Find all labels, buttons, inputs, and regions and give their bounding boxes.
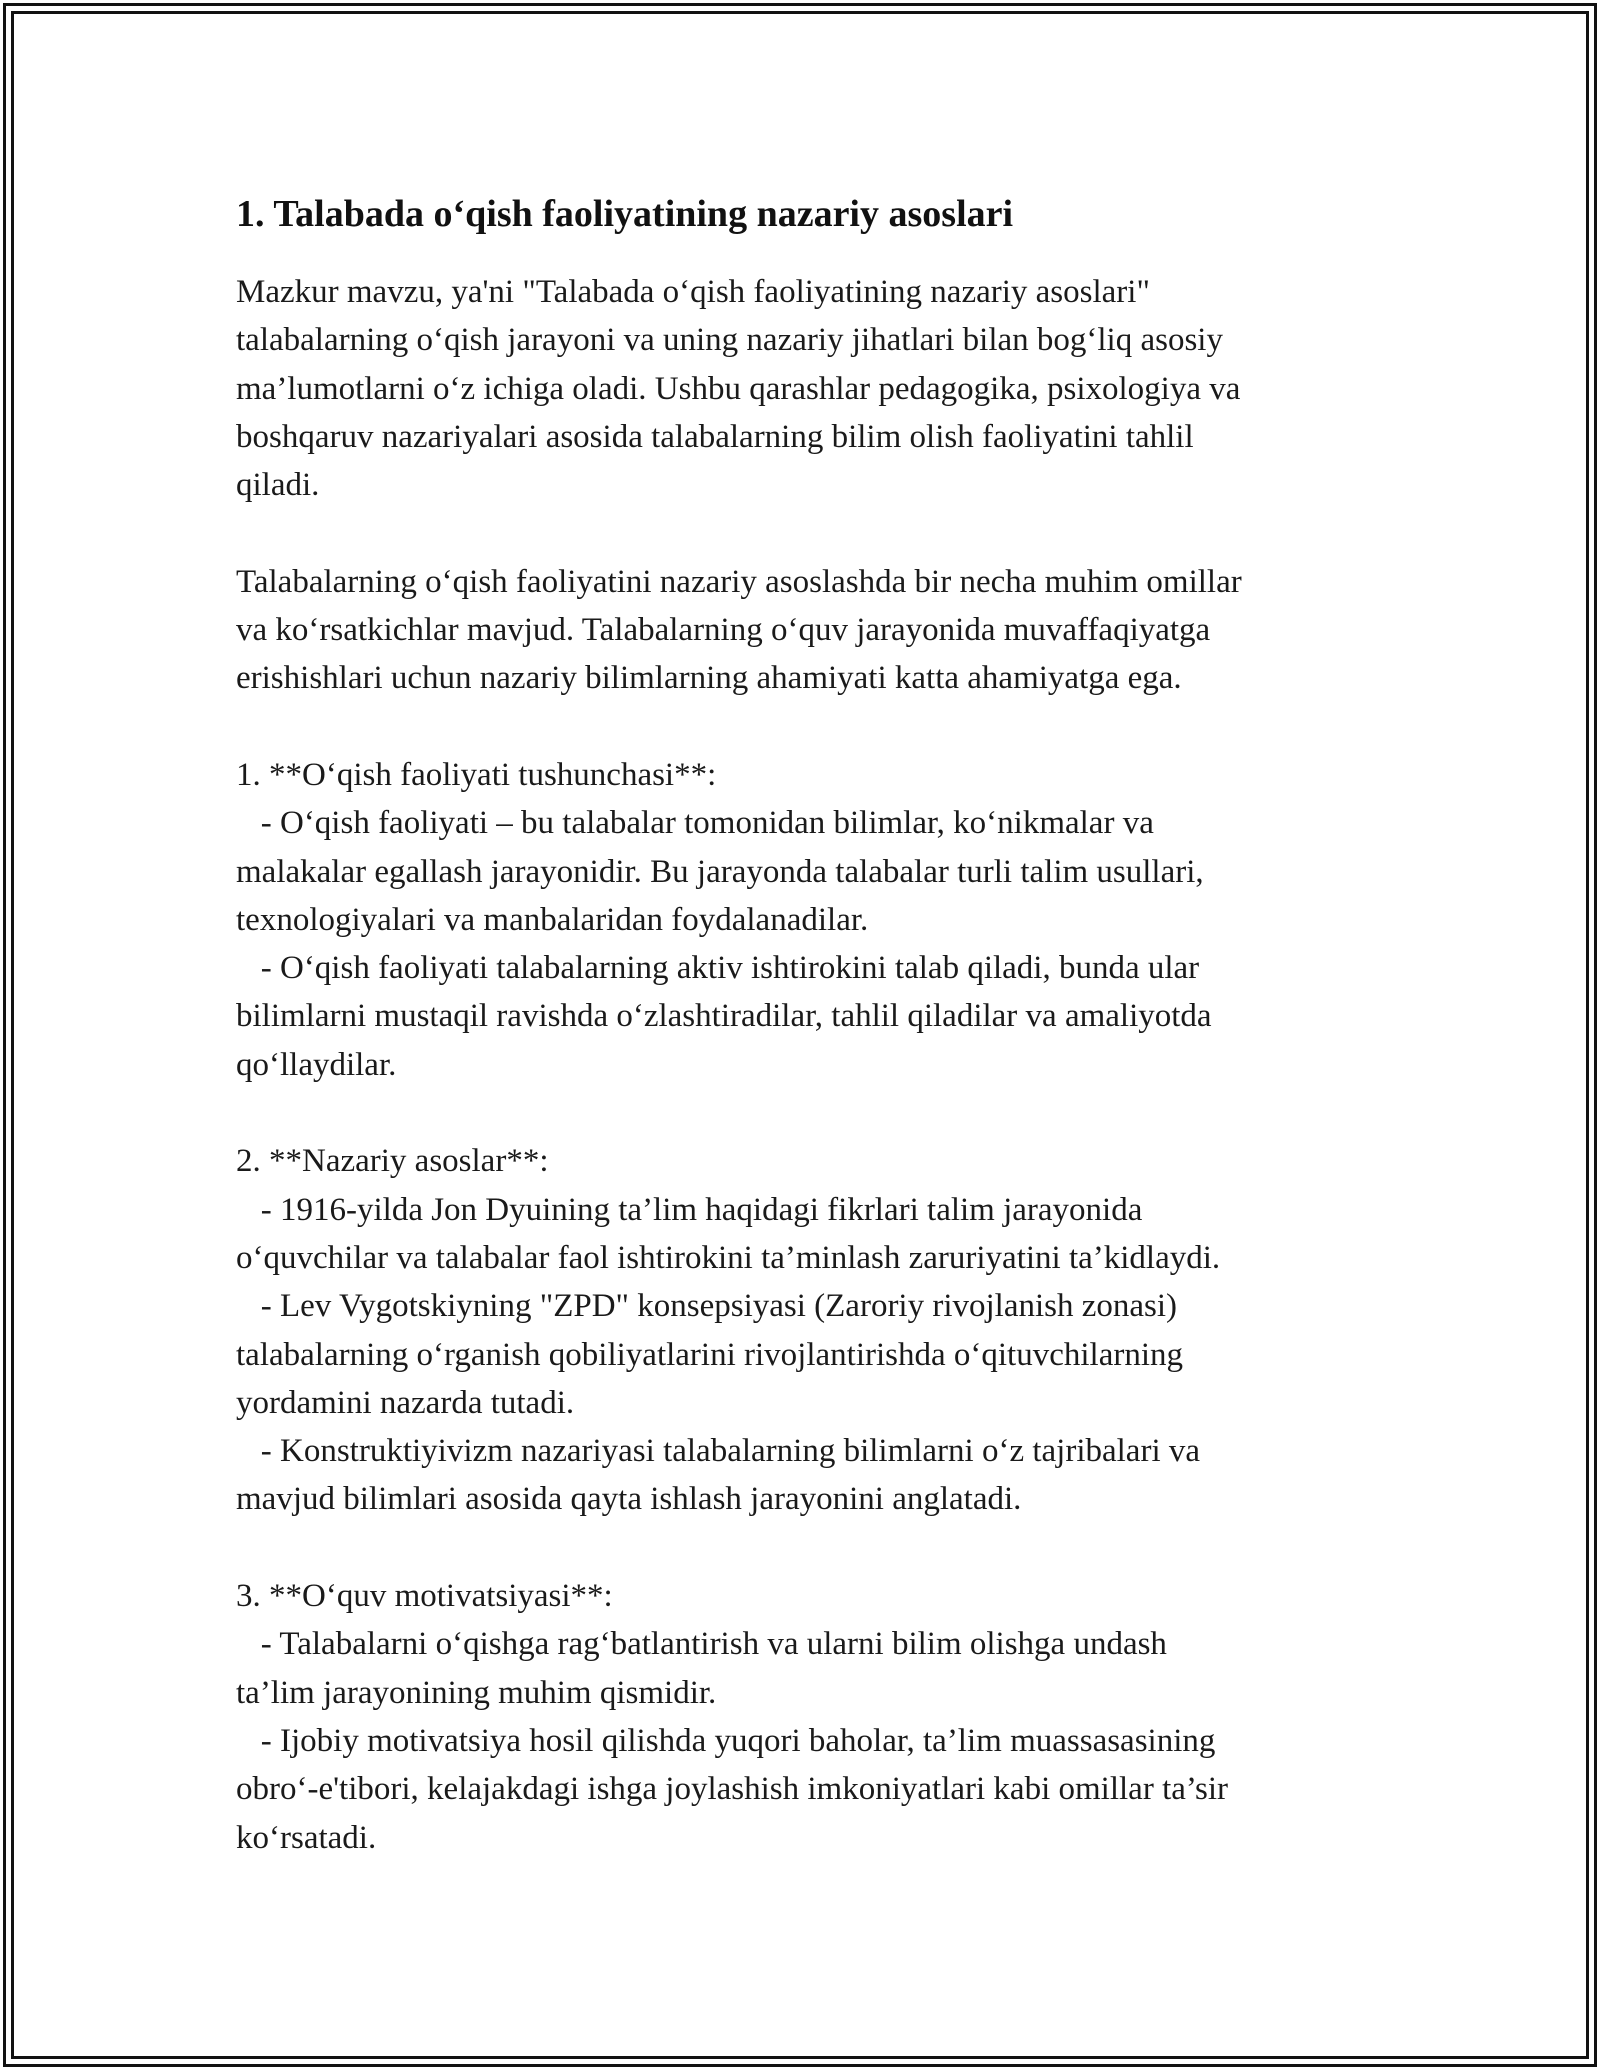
document-title: 1. Talabada o‘qish faoliyatining nazariy asoslari [236,193,1014,235]
document-body: Mazkur mavzu, ya'ni "Talabada o‘qish faoliyatining nazariy asoslari" talabalarning o‘qish jarayoni va uning nazariy jihatlari bilan bog‘liq asosiy ma’lumotlarni o‘z ichiga oladi. Ushbu qarashlar pedagogika, psixologiya va boshqaruv nazariyalari asosida talabalarning bilim olish faoliyatini tahlil qiladi. Talabalarning o‘qish faoliyatini nazariy asoslashda bir necha muhim omillar va ko‘rsatkichlar mavjud. Talabalarning o‘quv jarayonida muvaffaqiyatga erishishlari uchun nazariy bilimlarning ahamiyati katta ahamiyatga ega. 1. **O‘qish faoliyati tushunchasi**: - O‘qish faoliyati – bu talabalar tomonidan bilimlar, ko‘nikmalar va malakalar egallash jarayonidir. Bu jarayonda talabalar turli talim usullari, texnologiyalari va manbalaridan foydalanadilar. - O‘qish faoliyati talabalarning aktiv ishtirokini talab qiladi, bunda ular bilimlarni mustaqil ravishda o‘zlashtiradilar, tahlil qiladilar va amaliyotda qo‘llaydilar. 2. **Nazariy asoslar**: - 1916-yilda Jon Dyuining ta’lim haqidagi fikrlari talim jarayonida o‘quvchilar va talabalar faol ishtirokini ta’minlash zaruriyatini ta’kidlaydi. - Lev Vygotskiyning "ZPD" konsepsiyasi (Zaroriy rivojlanish zonasi) talabalarning o‘rganish qobiliyatlarini rivojlantirishda o‘qituvchilarning yordamini nazarda tutadi. - Konstruktiyivizm nazariyasi talabalarning bilimlarni o‘z tajribalari va mavjud bilimlari asosida qayta ishlash jarayonini anglatadi. 3. **O‘quv motivatsiyasi**: - Talabalarni o‘qishga rag‘batlantirish va ularni bilim olishga undash ta’lim jarayonining muhim qismidir. - Ijobiy motivatsiya hosil qilishda yuqori baholar, ta’lim muassasasining obro‘-e'tibori, kelajakdagi ishga joylashish imkoniyatlari kabi omillar ta’sir ko‘rsatadi. [236,274,1242,1856]
document-content [236,186,1376,1862]
